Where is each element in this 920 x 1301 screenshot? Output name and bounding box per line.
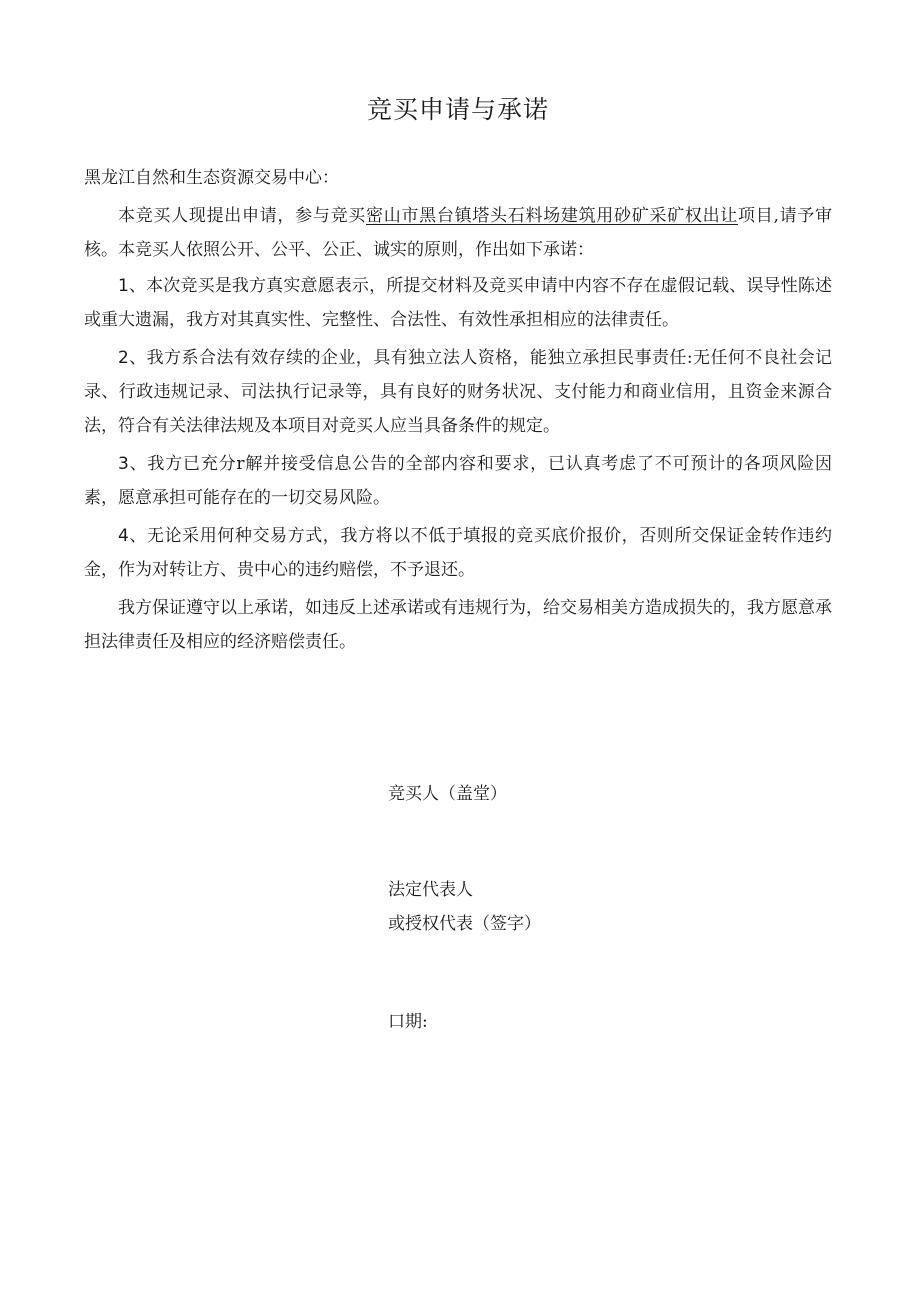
document-body <box>84 199 832 661</box>
item-number: 3 <box>118 454 129 474</box>
legal-rep-label: 法定代表人 <box>388 880 473 900</box>
item-text: 、我方系合法有效存续的企业，具有独立法人资格，能独立承担民事责任:无任何不良社会记录、行政违规记录、司法执行记录等，具有良好的财务状况、支付能力和商业信用，且资金来源合法，符合有关法律法规及本项目对竞买人应当具备条件的规定。 <box>84 348 832 436</box>
commitment-item-2 <box>84 341 832 443</box>
item-number: 2 <box>118 348 129 368</box>
item-number: 4 <box>118 526 129 546</box>
authorized-rep-label: 或授权代表（签字） <box>388 914 541 934</box>
document-title: 竞买申请与承诺 <box>366 95 549 124</box>
intro-paragraph <box>84 199 832 267</box>
item-text: 、无论采用何种交易方式，我方将以不低于填报的竞买底价报价，否则所交保证金转作违约金，作为对转让方、贵中心的违约赔偿，不予退还。 <box>84 526 832 580</box>
bidder-seal-label: 竞买人（盖堂） <box>388 784 507 804</box>
addressee: 黑龙江自然和生态资源交易中心： <box>84 168 339 188</box>
project-name: 密山市黑台镇塔头石料场建筑用砂矿采矿权出让 <box>366 206 739 226</box>
commitment-item-1 <box>84 269 832 337</box>
commitment-item-3 <box>84 447 832 515</box>
commitment-item-4 <box>84 519 832 587</box>
closing-paragraph: 我方保证遵守以上承诺，如违反上述承诺或有违规行为，给交易相美方造成损失的，我方愿意承担法律责任及相应的经济赔偿责任。 <box>84 598 832 652</box>
item-number: 1 <box>118 276 129 296</box>
item-text: 、本次竞买是我方真实意愿表示，所提交材料及竞买申请中内容不存在虚假记载、误导性陈述或重大遗漏，我方对其真实性、完整性、合法性、有效性承担相应的法律责任。 <box>84 276 832 330</box>
intro-after: 项目,请予审核。本竞买人依照公开、公平、公正、诚实的原则，作出如下承诺： <box>84 206 833 260</box>
intro-before: 本竞买人现提出申请，参与竞买 <box>118 206 367 226</box>
date-label: 口期: <box>388 1012 428 1032</box>
item-text: 、我方已充分r解并接受信息公告的全部内容和要求，已认真考虑了不可预计的各项风险因素，愿意承担可能存在的一切交易风险。 <box>84 454 832 508</box>
